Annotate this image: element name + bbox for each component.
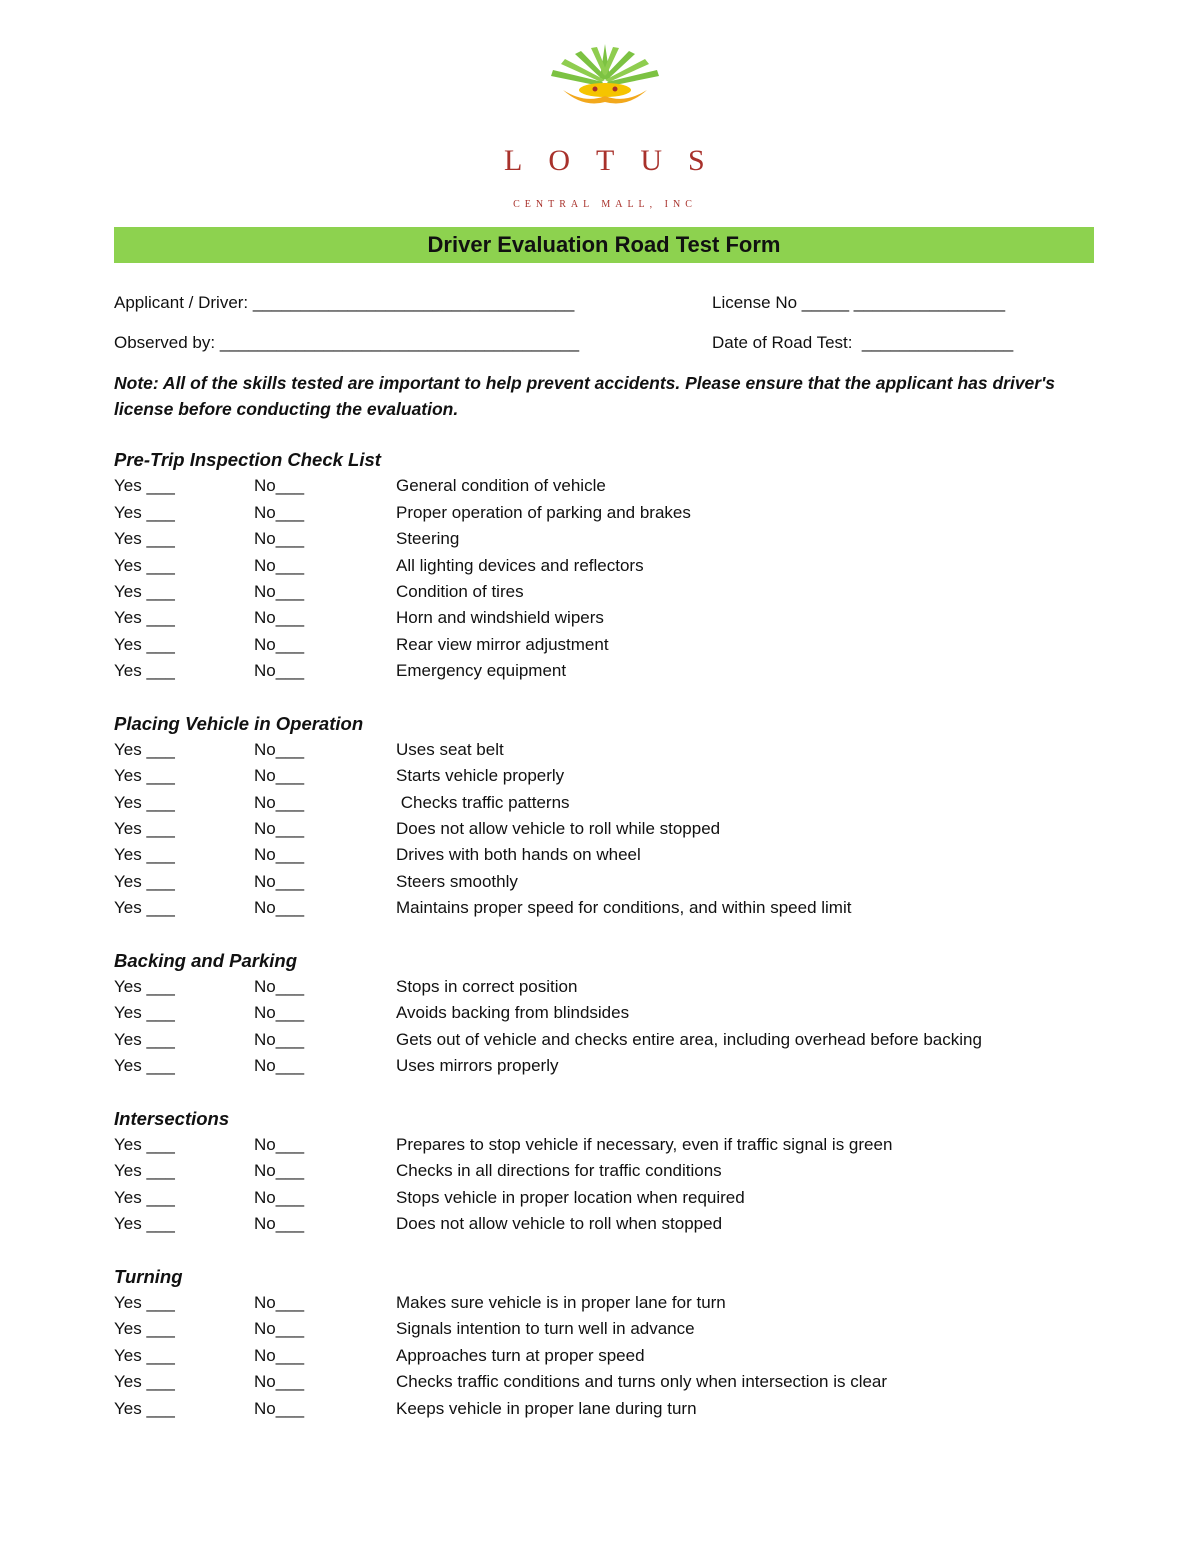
road-test-date-field[interactable]: Date of Road Test: ________________: [712, 333, 1014, 352]
checklist-section: [114, 447, 1094, 685]
checklist-row: [114, 1027, 1094, 1053]
checklist-row: [114, 790, 1094, 816]
yes-checkbox-blank[interactable]: Yes ___: [114, 1345, 175, 1365]
yes-checkbox-blank[interactable]: Yes ___: [114, 502, 175, 522]
checklist-row: [114, 579, 1094, 605]
checklist-row: [114, 605, 1094, 631]
no-checkbox-blank[interactable]: No___: [254, 1372, 305, 1392]
no-checkbox-blank[interactable]: No___: [254, 1214, 305, 1234]
checklist-item-label: Makes sure vehicle is in proper lane for turn: [396, 1292, 726, 1312]
checklist-item-label: Steering: [396, 529, 460, 549]
yes-checkbox-blank[interactable]: Yes ___: [114, 1161, 175, 1181]
checklist-row: [114, 1396, 1094, 1422]
yes-checkbox-blank[interactable]: Yes ___: [114, 766, 175, 786]
no-checkbox-blank[interactable]: No___: [254, 819, 305, 839]
no-checkbox-blank[interactable]: No___: [254, 1345, 305, 1365]
no-checkbox-blank[interactable]: No___: [254, 1398, 305, 1418]
yes-checkbox-blank[interactable]: Yes ___: [114, 1056, 175, 1076]
yes-checkbox-blank[interactable]: Yes ___: [114, 1292, 175, 1312]
checklist-row: [114, 1000, 1094, 1026]
checklist-section: [114, 1106, 1094, 1238]
evaluation-note: Note: All of the skills tested are important to help prevent accidents. Please ensure that the applicant has driver's license before conducting the evaluation.: [114, 373, 1055, 419]
checklist-item-label: Rear view mirror adjustment: [396, 634, 609, 654]
checklist-row: [114, 1211, 1094, 1237]
section-title: Pre-Trip Inspection Check List: [114, 449, 381, 470]
yes-checkbox-blank[interactable]: Yes ___: [114, 661, 175, 681]
logo-wordmark: LOTUS: [504, 144, 731, 177]
yes-checkbox-blank[interactable]: Yes ___: [114, 739, 175, 759]
checklist-item-label: General condition of vehicle: [396, 476, 606, 496]
yes-checkbox-blank[interactable]: Yes ___: [114, 529, 175, 549]
checklist-item-label: Checks traffic patterns: [396, 792, 570, 812]
checklist-item-label: Does not allow vehicle to roll when stopped: [396, 1214, 723, 1234]
checklist-item-label: Starts vehicle properly: [396, 766, 565, 786]
checklist-row: [114, 553, 1094, 579]
no-checkbox-blank[interactable]: No___: [254, 1029, 305, 1049]
checklist-item-label: Uses seat belt: [396, 739, 504, 759]
checklist-item-label: Condition of tires: [396, 581, 524, 601]
no-checkbox-blank[interactable]: No___: [254, 1056, 305, 1076]
checklist-row: [114, 1158, 1094, 1184]
checklist-item-label: Stops vehicle in proper location when required: [396, 1187, 745, 1207]
yes-checkbox-blank[interactable]: Yes ___: [114, 476, 175, 496]
checklist-row: [114, 1185, 1094, 1211]
yes-checkbox-blank[interactable]: Yes ___: [114, 792, 175, 812]
checklist-item-label: Uses mirrors properly: [396, 1056, 559, 1076]
checklist-item-label: All lighting devices and reflectors: [396, 555, 644, 575]
no-checkbox-blank[interactable]: No___: [254, 1187, 305, 1207]
section-title: Placing Vehicle in Operation: [114, 712, 364, 734]
checklist-item-label: Checks in all directions for traffic conditions: [396, 1161, 722, 1181]
no-checkbox-blank[interactable]: No___: [254, 1161, 305, 1181]
checklist-section: [114, 711, 1094, 922]
yes-checkbox-blank[interactable]: Yes ___: [114, 1134, 175, 1154]
no-checkbox-blank[interactable]: No___: [254, 898, 305, 918]
no-checkbox-blank[interactable]: No___: [254, 1134, 305, 1154]
checklist-item-label: Keeps vehicle in proper lane during turn: [396, 1398, 697, 1418]
checklist-item-label: Drives with both hands on wheel: [396, 845, 641, 865]
no-checkbox-blank[interactable]: No___: [254, 581, 305, 601]
yes-checkbox-blank[interactable]: Yes ___: [114, 871, 175, 891]
checklist-row: [114, 526, 1094, 552]
yes-checkbox-blank[interactable]: Yes ___: [114, 1319, 175, 1339]
checklist-item-label: Checks traffic conditions and turns only when intersection is clear: [396, 1372, 888, 1392]
checklist-row: [114, 1053, 1094, 1079]
yes-checkbox-blank[interactable]: Yes ___: [114, 555, 175, 575]
checklist-item-label: Does not allow vehicle to roll while stopped: [396, 819, 721, 839]
no-checkbox-blank[interactable]: No___: [254, 1292, 305, 1312]
no-checkbox-blank[interactable]: No___: [254, 476, 305, 496]
yes-checkbox-blank[interactable]: Yes ___: [114, 977, 175, 997]
checklist-item-label: Steers smoothly: [396, 871, 518, 891]
checklist-row: [114, 1343, 1094, 1369]
applicant-field[interactable]: Applicant / Driver: __________________________________: [114, 293, 575, 312]
checklist-row: [114, 632, 1094, 658]
checklist-item-label: Gets out of vehicle and checks entire area, including overhead before backing: [396, 1029, 982, 1049]
checklist-section: [114, 1264, 1094, 1422]
checklist-item-label: Avoids backing from blindsides: [396, 1003, 630, 1023]
checklist-row: [114, 737, 1094, 763]
yes-checkbox-blank[interactable]: Yes ___: [114, 1187, 175, 1207]
no-checkbox-blank[interactable]: No___: [254, 792, 305, 812]
yes-checkbox-blank[interactable]: Yes ___: [114, 581, 175, 601]
section-title: Backing and Parking: [114, 949, 297, 971]
yes-checkbox-blank[interactable]: Yes ___: [114, 608, 175, 628]
no-checkbox-blank[interactable]: No___: [254, 739, 305, 759]
form-title: Driver Evaluation Road Test Form: [427, 232, 781, 257]
section-title: Intersections: [114, 1107, 230, 1129]
yes-checkbox-blank[interactable]: Yes ___: [114, 1003, 175, 1023]
checklist-row: [114, 1132, 1094, 1158]
no-checkbox-blank[interactable]: No___: [254, 529, 305, 549]
no-checkbox-blank[interactable]: No___: [254, 871, 305, 891]
form-title-bar: [114, 227, 1094, 263]
no-checkbox-blank[interactable]: No___: [254, 845, 305, 865]
no-checkbox-blank[interactable]: No___: [254, 661, 305, 681]
checklist-row: [114, 1290, 1094, 1316]
company-logo: [490, 38, 731, 210]
checklist-row: [114, 842, 1094, 868]
yes-checkbox-blank[interactable]: Yes ___: [114, 1372, 175, 1392]
section-title: Turning: [114, 1265, 183, 1287]
checklist-row: [114, 763, 1094, 789]
yes-checkbox-blank[interactable]: Yes ___: [114, 819, 175, 839]
no-checkbox-blank[interactable]: No___: [254, 1003, 305, 1023]
checklist-row: [114, 473, 1094, 499]
lotus-flower-icon: [545, 38, 665, 108]
checklist-row: [114, 500, 1094, 526]
yes-checkbox-blank[interactable]: Yes ___: [114, 1029, 175, 1049]
checklist-item-label: Prepares to stop vehicle if necessary, even if traffic signal is green: [396, 1134, 893, 1154]
checklist-item-label: Maintains proper speed for conditions, and within speed limit: [396, 898, 852, 918]
checklist-row: [114, 658, 1094, 684]
checklist-row: [114, 816, 1094, 842]
checklist-item-label: Signals intention to turn well in advance: [396, 1319, 695, 1339]
checklist-item-label: Approaches turn at proper speed: [396, 1345, 645, 1365]
observed-by-field[interactable]: Observed by: ______________________________________: [114, 333, 580, 352]
no-checkbox-blank[interactable]: No___: [254, 1319, 305, 1339]
no-checkbox-blank[interactable]: No___: [254, 555, 305, 575]
no-checkbox-blank[interactable]: No___: [254, 766, 305, 786]
checklist-row: [114, 869, 1094, 895]
checklist-row: [114, 1316, 1094, 1342]
no-checkbox-blank[interactable]: No___: [254, 634, 305, 654]
logo-subtitle: CENTRAL MALL, INC: [513, 199, 697, 210]
yes-checkbox-blank[interactable]: Yes ___: [114, 898, 175, 918]
checklist-item-label: Proper operation of parking and brakes: [396, 502, 691, 522]
yes-checkbox-blank[interactable]: Yes ___: [114, 1398, 175, 1418]
yes-checkbox-blank[interactable]: Yes ___: [114, 634, 175, 654]
checklist-sections: [114, 447, 1094, 1448]
no-checkbox-blank[interactable]: No___: [254, 977, 305, 997]
checklist-row: [114, 974, 1094, 1000]
yes-checkbox-blank[interactable]: Yes ___: [114, 845, 175, 865]
no-checkbox-blank[interactable]: No___: [254, 502, 305, 522]
yes-checkbox-blank[interactable]: Yes ___: [114, 1214, 175, 1234]
checklist-row: [114, 1369, 1094, 1395]
license-field[interactable]: License No _____ ________________: [712, 293, 1006, 312]
checklist-row: [114, 895, 1094, 921]
checklist-section: [114, 948, 1094, 1080]
checklist-item-label: Emergency equipment: [396, 661, 567, 681]
no-checkbox-blank[interactable]: No___: [254, 608, 305, 628]
checklist-item-label: Horn and windshield wipers: [396, 608, 604, 628]
checklist-item-label: Stops in correct position: [396, 977, 578, 997]
